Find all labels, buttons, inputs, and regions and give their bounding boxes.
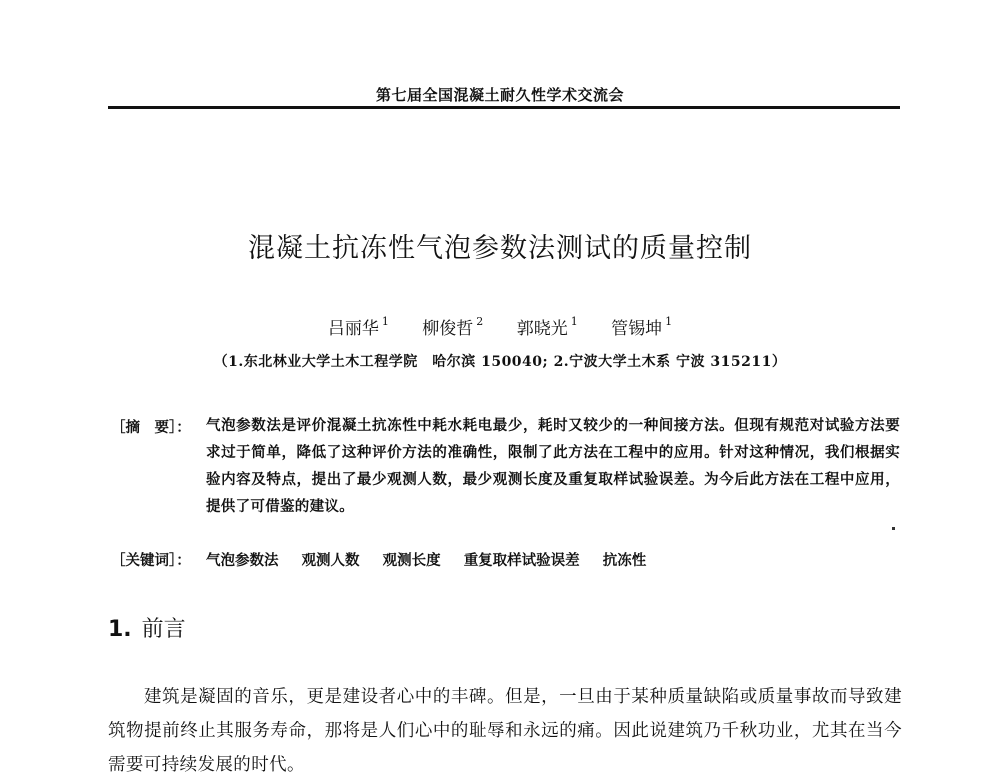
author (517, 314, 578, 339)
keyword: 观测人数 (301, 552, 360, 569)
keyword: 重复取样试验误差 (463, 552, 580, 569)
section-heading (108, 612, 186, 643)
abstract-text: 气泡参数法是评价混凝土抗冻性中耗水耗电最少，耗时又较少的一种间接方法。但现有规范对试验方法要求过于简单，降低了这种评价方法的准确性，限制了此方法在工程中的应用。针对这种情况，我们根据实验内容及特点，提出了最少观测人数，最少观测长度及重复取样试验误差。为今后此方法在工程中应用，提供了可借鉴的建议。 (206, 417, 900, 515)
author-affiliation-mark: 1 (570, 315, 578, 329)
author-name: 吕丽华 (327, 319, 379, 339)
author-name: 管锡坤 (611, 319, 663, 339)
keywords-label: ［关键词］： (111, 552, 191, 569)
author-affiliation-mark: 1 (381, 315, 389, 329)
author-list (0, 314, 1000, 339)
section-title: 前言 (141, 617, 186, 642)
author-affiliation-mark: 1 (665, 315, 673, 329)
keyword: 气泡参数法 (206, 552, 279, 569)
author-affiliation-mark: 2 (476, 315, 484, 329)
section-number: 1. (108, 617, 132, 642)
author-name: 柳俊哲 (422, 319, 474, 339)
header-rule (108, 106, 900, 109)
author (328, 314, 389, 339)
abstract-label: ［摘 要］： (111, 419, 191, 436)
conference-header: 第七届全国混凝土耐久性学术交流会 (375, 86, 624, 104)
keyword: 观测长度 (382, 552, 441, 569)
keywords-list (206, 549, 664, 570)
author (611, 314, 672, 339)
keyword: 抗冻性 (602, 552, 647, 569)
author (422, 314, 483, 339)
affiliations: （1.东北林业大学土木工程学院 哈尔滨 150040; 2.宁波大学土木系 宁波 315211） (213, 354, 787, 370)
section-body: 建筑是凝固的音乐，更是建设者心中的丰碑。但是，一旦由于某种质量缺陷或质量事故而导致建筑物提前终止其服务寿命，那将是人们心中的耻辱和永远的痛。因此说建筑乃千秋功业，尤其在当今需要可持续发展的时代。 (108, 687, 902, 775)
stray-mark (892, 527, 895, 530)
paper-title: 混凝土抗冻性气泡参数法测试的质量控制 (248, 233, 752, 264)
author-name: 郭晓光 (516, 319, 568, 339)
